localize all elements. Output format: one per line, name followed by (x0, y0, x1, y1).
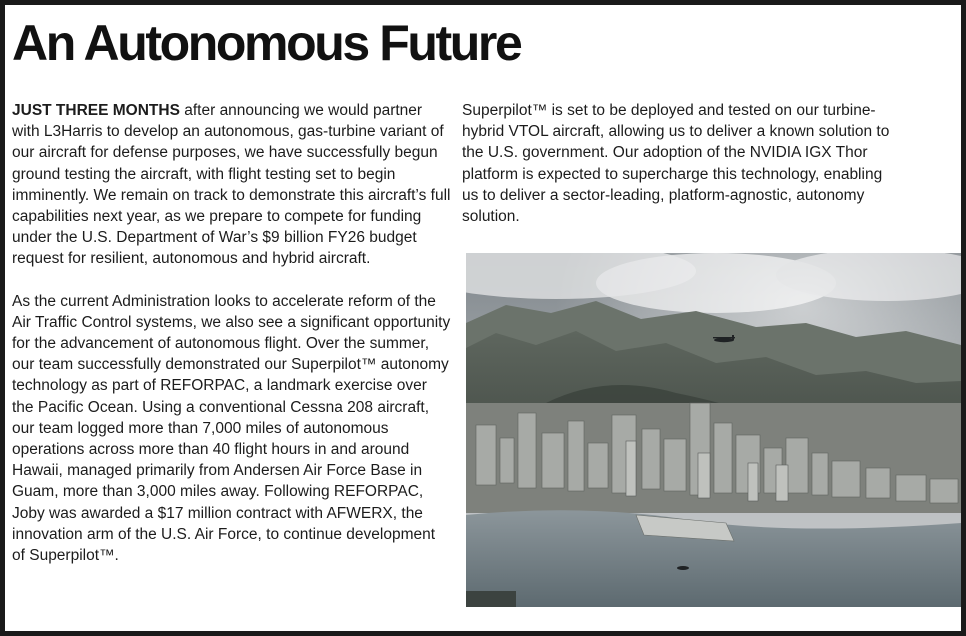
paragraph-2: As the current Administration looks to accelerate reform of the Air Traffic Control systems, we also see a significant opportunity for the advancement of autonomous flight. Over the summer, our team successfully demonstrated our Superpilot™ autonomy technology as part of REFORPAC, a landmark exercise over the Pacific Ocean. Using a conventional Cessna 208 aircraft, our team logged more than 7,000 miles of autonomous operations across more than 40 flight hours in and around Hawaii, managed primarily from Andersen Air Force Base in Guam, more than 3,000 miles away. Following REFORPAC, Joby was awarded a $17 million contract with AFWERX, the innovation arm of the U.S. Air Force, to continue development of Superpilot™. (12, 292, 451, 565)
paragraph-1 (12, 100, 452, 270)
left-shore (466, 591, 516, 607)
right-column-paragraph: Superpilot™ is set to be deployed and tested on our turbine-hybrid VTOL aircraft, allowing us to deliver a known solution to the U.S. government. Our adoption of the NVIDIA IGX Thor platform is expected to supercharge this technology, enabling us to deliver a sector-leading, platform-agnostic, autonomy solution. (462, 102, 890, 226)
lead-in: JUST THREE MONTHS (12, 102, 180, 119)
aerial-photo-honolulu (466, 253, 961, 607)
boat (677, 566, 689, 570)
document-page (5, 5, 961, 631)
page-title: An Autonomous Future (12, 15, 521, 71)
left-column (12, 100, 452, 566)
paragraph-1-body: after announcing we would partner with L3Harris to develop an autonomous, gas-turbine variant of our aircraft for defense purposes, we have successfully begun ground testing the aircraft, with flight testing set to begin imminently. We remain on track to demonstrate this aircraft’s full capabilities next year, as we prepare to compete for funding under the U.S. Department of War’s $9 billion FY26 budget request for resilient, autonomous and hybrid aircraft. (12, 102, 451, 268)
